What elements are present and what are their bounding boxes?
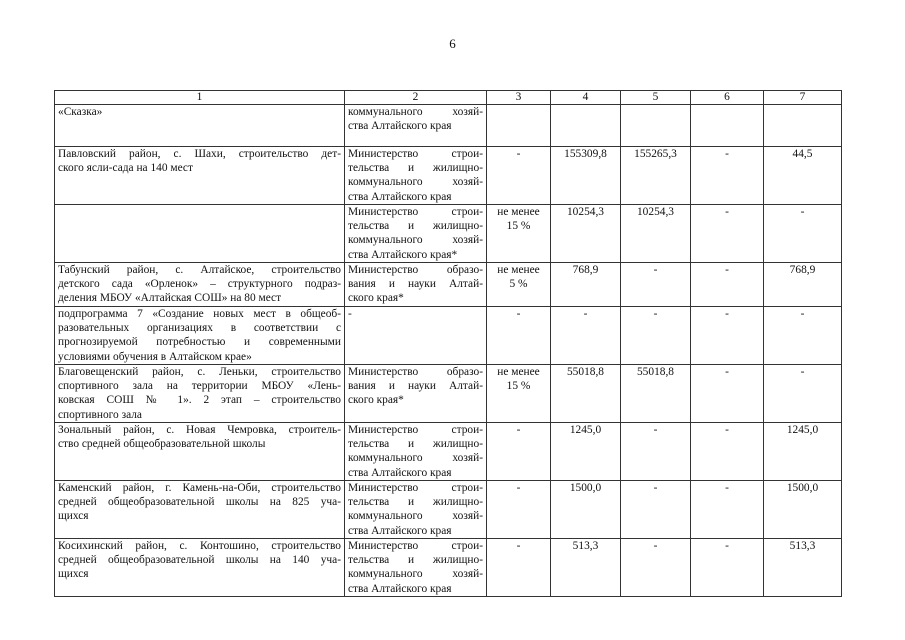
cell-line: - bbox=[516, 308, 521, 320]
cell-col4: 768,9 bbox=[551, 263, 621, 307]
cell-line: ство средней общеобразовательной школы bbox=[58, 438, 266, 451]
cell-line: ковская СОШ № 1». 2 этап – строительство bbox=[58, 394, 341, 407]
column-header: 4 bbox=[551, 91, 621, 105]
cell-line: коммунального хозяй- bbox=[348, 568, 483, 581]
table-header-row bbox=[55, 91, 842, 105]
cell-col3 bbox=[487, 105, 551, 147]
cell-line: - bbox=[516, 540, 521, 552]
cell-col3 bbox=[487, 263, 551, 307]
table-row bbox=[55, 539, 842, 597]
cell-line: Косихинский район, с. Контошино, строительство bbox=[58, 540, 341, 552]
cell-line: прогнозируемой потребностью и современными bbox=[58, 336, 341, 349]
cell-line: детского сада «Орленок» – структурного подраз- bbox=[58, 278, 341, 291]
cell-line: Павловский район, с. Шахи, строительство дет- bbox=[58, 148, 341, 160]
cell-line: условиями обучения в Алтайском крае» bbox=[58, 350, 252, 363]
cell-line: коммунального хозяй- bbox=[348, 176, 483, 189]
cell-col1 bbox=[55, 365, 345, 423]
cell-line: ства Алтайского края bbox=[348, 582, 452, 595]
cell-col5: 155265,3 bbox=[621, 147, 691, 205]
cell-line: тельства и жилищно- bbox=[348, 220, 483, 233]
cell-col4: 1500,0 bbox=[551, 481, 621, 539]
cell-col6: - bbox=[691, 481, 764, 539]
cell-line: 5 % bbox=[509, 278, 528, 291]
cell-col4: 1245,0 bbox=[551, 423, 621, 481]
cell-line: вания и науки Алтай- bbox=[348, 278, 483, 291]
cell-col5 bbox=[621, 105, 691, 147]
cell-line: Министерство образо- bbox=[348, 366, 483, 378]
cell-col7: 768,9 bbox=[764, 263, 842, 307]
cell-line: не менее bbox=[497, 264, 540, 276]
cell-line: вания и науки Алтай- bbox=[348, 380, 483, 393]
cell-line: - bbox=[516, 148, 521, 160]
cell-col6: - bbox=[691, 539, 764, 597]
cell-col5: - bbox=[621, 481, 691, 539]
cell-col2 bbox=[345, 365, 487, 423]
cell-line: Министерство строи- bbox=[348, 424, 483, 436]
cell-line: - bbox=[516, 424, 521, 436]
cell-line: коммунального хозяй- bbox=[348, 234, 483, 247]
cell-col7: 1245,0 bbox=[764, 423, 842, 481]
cell-col2 bbox=[345, 105, 487, 147]
table-row bbox=[55, 147, 842, 205]
table-row bbox=[55, 307, 842, 365]
cell-col5: - bbox=[621, 423, 691, 481]
cell-col7: 513,3 bbox=[764, 539, 842, 597]
column-header: 6 bbox=[691, 91, 764, 105]
cell-line: тельства и жилищно- bbox=[348, 438, 483, 451]
column-header: 1 bbox=[55, 91, 345, 105]
cell-line: 15 % bbox=[506, 220, 531, 233]
cell-line: ства Алтайского края* bbox=[348, 248, 458, 261]
cell-col2 bbox=[345, 147, 487, 205]
table-row bbox=[55, 423, 842, 481]
cell-line: спортивного зала на территории МБОУ «Лень- bbox=[58, 380, 341, 393]
cell-col3 bbox=[487, 205, 551, 263]
cell-col3 bbox=[487, 539, 551, 597]
cell-col4: 513,3 bbox=[551, 539, 621, 597]
cell-col7: - bbox=[764, 365, 842, 423]
cell-col6: - bbox=[691, 423, 764, 481]
cell-line: тельства и жилищно- bbox=[348, 554, 483, 567]
cell-col3 bbox=[487, 365, 551, 423]
cell-col7: 1500,0 bbox=[764, 481, 842, 539]
cell-col4: 10254,3 bbox=[551, 205, 621, 263]
cell-col1 bbox=[55, 105, 345, 147]
cell-line: коммунального хозяй- bbox=[348, 452, 483, 465]
table-row bbox=[55, 263, 842, 307]
cell-line: ства Алтайского края bbox=[348, 190, 452, 203]
cell-line: Зональный район, с. Новая Чемровка, строитель- bbox=[58, 424, 341, 436]
cell-line: деления МБОУ «Алтайская СОШ» на 80 мест bbox=[58, 292, 282, 305]
cell-col5: - bbox=[621, 263, 691, 307]
cell-line: - bbox=[348, 308, 352, 320]
table-row bbox=[55, 365, 842, 423]
cell-line: Табунский район, с. Алтайское, строительство bbox=[58, 264, 341, 276]
cell-col6: - bbox=[691, 205, 764, 263]
table-row bbox=[55, 481, 842, 539]
cell-col5: - bbox=[621, 307, 691, 365]
cell-col7: 44,5 bbox=[764, 147, 842, 205]
cell-col2 bbox=[345, 205, 487, 263]
cell-col5: - bbox=[621, 539, 691, 597]
cell-col1 bbox=[55, 539, 345, 597]
cell-col4 bbox=[551, 105, 621, 147]
cell-line: Министерство строи- bbox=[348, 540, 483, 552]
budget-table bbox=[54, 90, 842, 597]
cell-col6: - bbox=[691, 365, 764, 423]
cell-line: разовательных организациях в соответствии с bbox=[58, 322, 341, 335]
cell-line: коммунального хозяй- bbox=[348, 106, 483, 118]
cell-line: спортивного зала bbox=[58, 408, 142, 421]
cell-col2 bbox=[345, 307, 487, 365]
cell-col6: - bbox=[691, 147, 764, 205]
cell-col6: - bbox=[691, 307, 764, 365]
cell-line: ского ясли-сада на 140 мест bbox=[58, 162, 193, 175]
cell-col1 bbox=[55, 263, 345, 307]
cell-col2 bbox=[345, 423, 487, 481]
column-header: 2 bbox=[345, 91, 487, 105]
cell-line: тельства и жилищно- bbox=[348, 496, 483, 509]
cell-line: щихся bbox=[58, 568, 89, 581]
cell-line: «Сказка» bbox=[58, 106, 103, 118]
cell-line: средней общеобразовательной школы на 140 уча- bbox=[58, 554, 341, 567]
cell-col7: - bbox=[764, 307, 842, 365]
cell-line: ства Алтайского края bbox=[348, 524, 452, 537]
cell-col3 bbox=[487, 423, 551, 481]
cell-col2 bbox=[345, 481, 487, 539]
cell-col1 bbox=[55, 423, 345, 481]
cell-col1 bbox=[55, 307, 345, 365]
cell-col3 bbox=[487, 481, 551, 539]
cell-line: щихся bbox=[58, 510, 89, 523]
cell-col3 bbox=[487, 307, 551, 365]
cell-line: Министерство строи- bbox=[348, 206, 483, 218]
cell-line: не менее bbox=[497, 206, 540, 218]
cell-line: 15 % bbox=[506, 380, 531, 393]
column-header: 7 bbox=[764, 91, 842, 105]
cell-line: Министерство строи- bbox=[348, 148, 483, 160]
cell-col6 bbox=[691, 105, 764, 147]
cell-col5: 10254,3 bbox=[621, 205, 691, 263]
column-header: 5 bbox=[621, 91, 691, 105]
cell-line: ства Алтайского края bbox=[348, 120, 452, 133]
cell-line: Министерство строи- bbox=[348, 482, 483, 494]
cell-col4: 155309,8 bbox=[551, 147, 621, 205]
cell-col7: - bbox=[764, 205, 842, 263]
cell-line: ского края* bbox=[348, 394, 404, 407]
table-row bbox=[55, 205, 842, 263]
cell-line: ского края* bbox=[348, 292, 404, 305]
cell-line: подпрограмма 7 «Создание новых мест в общеоб- bbox=[58, 308, 341, 320]
cell-col2 bbox=[345, 539, 487, 597]
cell-col6: - bbox=[691, 263, 764, 307]
cell-line: ства Алтайского края bbox=[348, 466, 452, 479]
cell-col4: 55018,8 bbox=[551, 365, 621, 423]
cell-line: не менее bbox=[497, 366, 540, 378]
cell-line: Каменский район, г. Камень-на-Оби, строительство bbox=[58, 482, 341, 494]
cell-line: средней общеобразовательной школы на 825 уча- bbox=[58, 496, 341, 509]
cell-col3 bbox=[487, 147, 551, 205]
cell-line: - bbox=[516, 482, 521, 494]
cell-col1 bbox=[55, 147, 345, 205]
cell-line: коммунального хозяй- bbox=[348, 510, 483, 523]
cell-col1 bbox=[55, 205, 345, 263]
cell-col7 bbox=[764, 105, 842, 147]
column-header: 3 bbox=[487, 91, 551, 105]
table-row bbox=[55, 105, 842, 147]
cell-line: тельства и жилищно- bbox=[348, 162, 483, 175]
cell-line: Благовещенский район, с. Леньки, строительство bbox=[58, 366, 341, 378]
cell-col2 bbox=[345, 263, 487, 307]
cell-col5: 55018,8 bbox=[621, 365, 691, 423]
page-number: 6 bbox=[449, 36, 456, 51]
cell-col1 bbox=[55, 481, 345, 539]
cell-line: Министерство образо- bbox=[348, 264, 483, 276]
cell-col4: - bbox=[551, 307, 621, 365]
